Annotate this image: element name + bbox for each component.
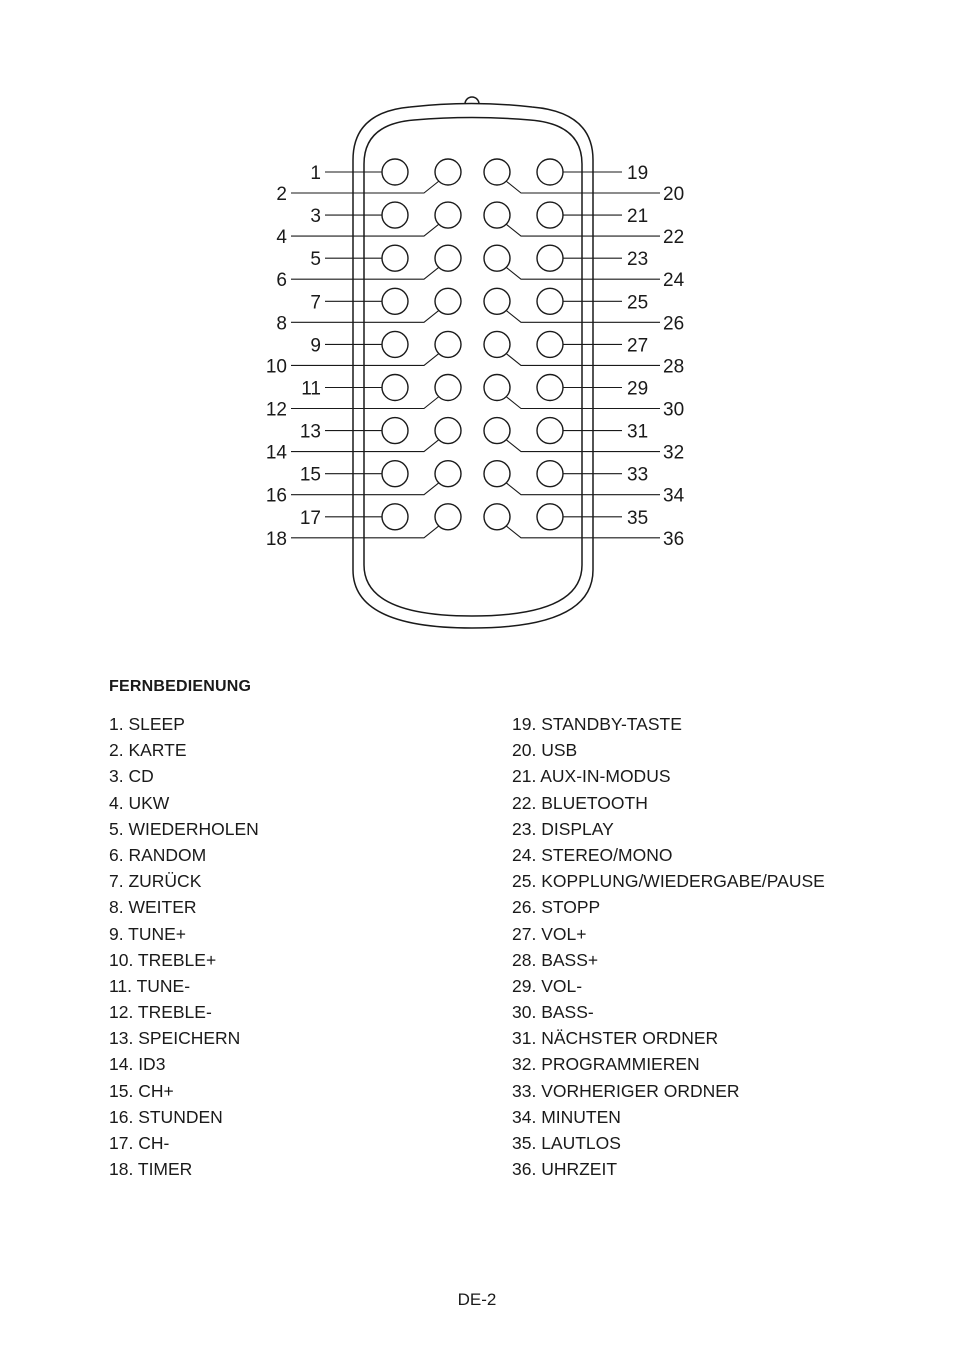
list-item: 35. LAUTLOS — [512, 1133, 621, 1153]
list-item: 14. ID3 — [109, 1054, 166, 1075]
list-item: 19. STANDBY-TASTE — [512, 714, 682, 734]
list-item: 4. UKW — [109, 792, 170, 813]
remote-button — [537, 418, 563, 444]
button-number-label: 16 — [265, 485, 287, 507]
remote-button — [537, 331, 563, 357]
remote-button — [382, 418, 408, 444]
list-item: 25. KOPPLUNG/WIEDERGABE/PAUSE — [512, 871, 825, 892]
button-number-label: 9 — [310, 335, 321, 357]
list-item: 6. RANDOM — [109, 844, 207, 865]
button-number-label: 5 — [310, 249, 321, 271]
list-item: 9. TUNE+ — [109, 923, 186, 944]
list-item: 16. STUNDEN — [109, 1106, 223, 1127]
button-number-label: 8 — [276, 313, 287, 335]
list-item: 17. CH- — [109, 1133, 170, 1153]
list-item: 20. USB — [512, 740, 578, 761]
remote-button — [382, 202, 408, 228]
list-item: 28. BASS+ — [512, 949, 599, 970]
list-item: 1. SLEEP — [109, 714, 185, 734]
remote-button — [382, 288, 408, 314]
list-item: 7. ZURÜCK — [109, 871, 202, 892]
list-item: 31. NÄCHSTER ORDNER — [512, 1028, 719, 1049]
button-number-label: 23 — [627, 249, 649, 271]
button-number-label: 36 — [663, 528, 685, 550]
list-item: 36. UHRZEIT — [512, 1159, 618, 1180]
remote-button — [537, 375, 563, 401]
remote-button — [537, 288, 563, 314]
remote-button — [537, 504, 563, 530]
button-number-label: 1 — [310, 163, 321, 184]
button-number-label: 31 — [627, 421, 649, 443]
button-number-label: 2 — [276, 184, 287, 205]
remote-button — [537, 461, 563, 487]
list-item: 11. TUNE- — [109, 975, 191, 996]
remote-button — [537, 202, 563, 228]
button-number-label: 14 — [265, 442, 287, 464]
remote-body — [353, 97, 593, 628]
list-item: 32. PROGRAMMIEREN — [512, 1054, 700, 1075]
button-number-label: 26 — [663, 313, 685, 335]
button-number-label: 17 — [299, 507, 321, 529]
list-item: 27. VOL+ — [512, 923, 587, 944]
button-list-left — [109, 714, 259, 1185]
list-item: 23. DISPLAY — [512, 818, 614, 839]
remote-button — [382, 245, 408, 271]
remote-button — [382, 504, 408, 530]
remote-button — [382, 159, 408, 185]
button-number-label: 7 — [310, 292, 321, 314]
button-number-label: 18 — [265, 528, 287, 550]
button-number-label: 25 — [627, 292, 649, 314]
list-item: 10. TREBLE+ — [109, 949, 217, 970]
list-item: 18. TIMER — [109, 1159, 193, 1180]
list-item: 8. WEITER — [109, 897, 197, 918]
list-item: 3. CD — [109, 766, 154, 787]
button-number-label: 30 — [663, 399, 685, 421]
page-number: DE-2 — [457, 1290, 497, 1309]
button-number-label: 19 — [627, 163, 649, 184]
button-number-label: 27 — [627, 335, 649, 357]
list-item: 29. VOL- — [512, 975, 583, 996]
list-item: 13. SPEICHERN — [109, 1028, 241, 1049]
button-number-label: 3 — [310, 206, 321, 228]
list-item: 30. BASS- — [512, 1002, 594, 1023]
list-item: 5. WIEDERHOLEN — [109, 818, 259, 839]
remote-button — [382, 331, 408, 357]
section-heading: FERNBEDIENUNG — [109, 678, 252, 695]
button-number-label: 29 — [627, 378, 649, 400]
button-number-labels — [266, 163, 685, 550]
remote-button — [382, 375, 408, 401]
button-number-label: 33 — [627, 464, 649, 486]
list-item: 2. KARTE — [109, 740, 187, 761]
button-number-label: 15 — [299, 464, 321, 486]
button-number-label: 20 — [663, 184, 685, 205]
remote-control-diagram — [0, 0, 954, 660]
button-number-label: 10 — [265, 356, 287, 378]
button-number-label: 12 — [265, 399, 287, 421]
button-number-label: 34 — [663, 485, 685, 507]
list-item: 24. STEREO/MONO — [512, 844, 673, 865]
list-item: 22. BLUETOOTH — [512, 792, 648, 813]
remote-button — [537, 245, 563, 271]
list-item: 15. CH+ — [109, 1080, 174, 1101]
button-number-label: 4 — [276, 227, 287, 249]
button-list-right — [512, 714, 825, 1185]
button-number-label: 35 — [627, 507, 649, 529]
button-number-label: 28 — [663, 356, 685, 378]
button-grid — [382, 159, 563, 530]
remote-button — [382, 461, 408, 487]
remote-inner-outline — [364, 118, 582, 617]
button-number-label: 22 — [663, 227, 685, 249]
button-number-label: 6 — [276, 270, 287, 292]
button-number-label: 21 — [627, 206, 649, 228]
list-item: 12. TREBLE- — [109, 1002, 212, 1023]
button-number-label: 13 — [299, 421, 321, 443]
list-item: 26. STOPP — [512, 897, 601, 918]
button-number-label: 24 — [663, 270, 685, 292]
button-number-label: 32 — [663, 442, 685, 464]
remote-button — [537, 159, 563, 185]
list-item: 21. AUX-IN-MODUS — [512, 766, 671, 787]
button-number-label: 11 — [301, 378, 321, 400]
list-item: 34. MINUTEN — [512, 1106, 621, 1127]
list-item: 33. VORHERIGER ORDNER — [512, 1080, 740, 1101]
leader-lines — [291, 172, 660, 538]
